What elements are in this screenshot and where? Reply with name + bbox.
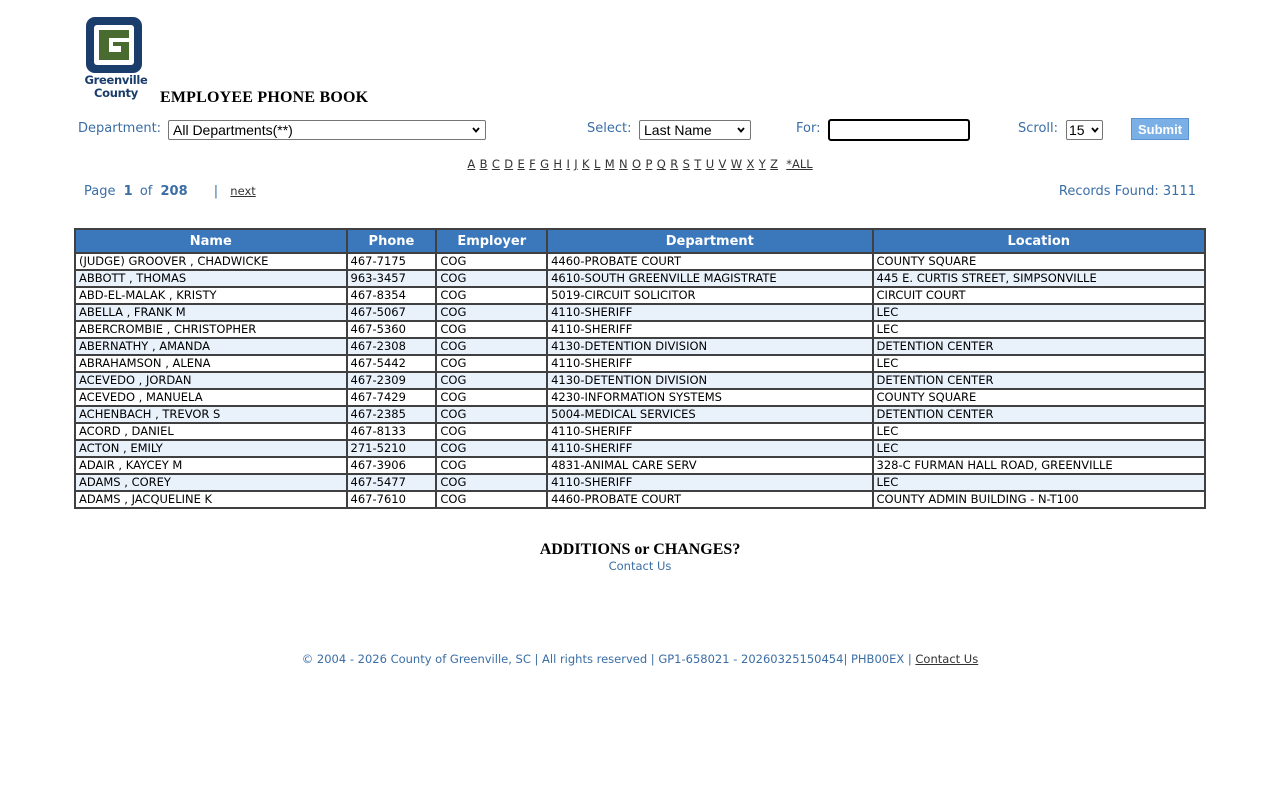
alphabet-link-d[interactable]: D (504, 157, 514, 171)
copyright-text: © 2004 - 2026 County of Greenville, SC | All rights reserved | GP1-658021 - 20260325150454| PHB00EX | (301, 652, 916, 666)
cell-employer: COG (436, 253, 547, 270)
alphabet-link-v[interactable]: V (718, 157, 727, 171)
cell-location: 445 E. CURTIS STREET, SIMPSONVILLE (873, 270, 1205, 287)
alphabet-link-c[interactable]: C (491, 157, 500, 171)
column-header-phone: Phone (347, 229, 437, 253)
cell-employer: COG (436, 406, 547, 423)
cell-location: COUNTY ADMIN BUILDING - N-T100 (873, 491, 1205, 508)
greenville-county-logo (76, 16, 156, 104)
cell-location: LEC (873, 423, 1205, 440)
page-label: Page (84, 184, 116, 199)
department-label: Department: (78, 121, 162, 136)
cell-employer: COG (436, 321, 547, 338)
cell-name: ABERCROMBIE , CHRISTOPHER (75, 321, 347, 338)
department-select[interactable] (168, 120, 486, 140)
cell-phone: 467-2309 (347, 372, 437, 389)
cell-department: 4230-INFORMATION SYSTEMS (547, 389, 872, 406)
alphabet-link-i[interactable]: I (566, 157, 570, 171)
alphabet-link-p[interactable]: P (645, 157, 653, 171)
cell-employer: COG (436, 304, 547, 321)
cell-department: 5019-CIRCUIT SOLICITOR (547, 287, 872, 304)
alphabet-link-u[interactable]: U (705, 157, 715, 171)
of-label: of (139, 184, 153, 199)
alphabet-link-t[interactable]: T (694, 157, 702, 171)
alphabet-link-l[interactable]: L (593, 157, 601, 171)
column-header-name: Name (75, 229, 347, 253)
table-row (75, 270, 1205, 287)
search-field-select[interactable] (639, 120, 751, 140)
cell-location: DETENTION CENTER (873, 406, 1205, 423)
cell-department: 4130-DETENTION DIVISION (547, 372, 872, 389)
cell-name: ABERNATHY , AMANDA (75, 338, 347, 355)
cell-name: ACEVEDO , JORDAN (75, 372, 347, 389)
alphabet-link-z[interactable]: Z (770, 157, 779, 171)
alphabet-link-h[interactable]: H (553, 157, 563, 171)
cell-department: 5004-MEDICAL SERVICES (547, 406, 872, 423)
cell-phone: 467-5360 (347, 321, 437, 338)
contact-us-link[interactable]: Contact Us (608, 559, 672, 573)
alphabet-link-k[interactable]: K (582, 157, 590, 171)
scroll-label: Scroll: (1018, 121, 1059, 136)
cell-employer: COG (436, 355, 547, 372)
cell-name: ABRAHAMSON , ALENA (75, 355, 347, 372)
cell-department: 4130-DETENTION DIVISION (547, 338, 872, 355)
table-row (75, 304, 1205, 321)
alphabet-link-q[interactable]: Q (656, 157, 666, 171)
for-label: For: (796, 121, 821, 136)
logo-g-icon (76, 16, 156, 74)
table-row (75, 423, 1205, 440)
cell-phone: 467-5067 (347, 304, 437, 321)
column-header-employer: Employer (436, 229, 547, 253)
table-row (75, 440, 1205, 457)
cell-phone: 467-2308 (347, 338, 437, 355)
table-header-row (75, 229, 1205, 253)
cell-department: 4460-PROBATE COURT (547, 253, 872, 270)
table-row (75, 457, 1205, 474)
cell-location: LEC (873, 304, 1205, 321)
cell-department: 4831-ANIMAL CARE SERV (547, 457, 872, 474)
records-found: Records Found: 3111 (1058, 184, 1196, 199)
chevron-down-icon (1091, 126, 1099, 134)
cell-name: ABBOTT , THOMAS (75, 270, 347, 287)
alphabet-link-n[interactable]: N (619, 157, 628, 171)
cell-phone: 963-3457 (347, 270, 437, 287)
cell-phone: 467-5442 (347, 355, 437, 372)
cell-employer: COG (436, 440, 547, 457)
cell-employer: COG (436, 389, 547, 406)
table-row (75, 338, 1205, 355)
cell-department: 4110-SHERIFF (547, 355, 872, 372)
cell-phone: 467-8133 (347, 423, 437, 440)
alphabet-nav (0, 157, 1280, 171)
table-row (75, 406, 1205, 423)
table-row (75, 491, 1205, 508)
alphabet-link-all[interactable]: *ALL (786, 157, 813, 171)
alphabet-link-x[interactable]: X (746, 157, 755, 171)
cell-location: COUNTY SQUARE (873, 253, 1205, 270)
select-label: Select: (587, 121, 632, 136)
cell-location: LEC (873, 474, 1205, 491)
logo-text (76, 74, 156, 100)
total-pages: 208 (160, 184, 188, 199)
chevron-down-icon (472, 126, 480, 134)
cell-name: ACTON , EMILY (75, 440, 347, 457)
cell-name: ADAMS , JACQUELINE K (75, 491, 347, 508)
cell-name: ACORD , DANIEL (75, 423, 347, 440)
footer-contact-us-link[interactable]: Contact Us (915, 652, 979, 666)
cell-location: LEC (873, 440, 1205, 457)
search-input[interactable] (828, 119, 970, 141)
submit-button[interactable]: Submit (1131, 118, 1189, 140)
cell-department: 4610-SOUTH GREENVILLE MAGISTRATE (547, 270, 872, 287)
footer (0, 652, 1280, 666)
cell-employer: COG (436, 423, 547, 440)
cell-phone: 467-7175 (347, 253, 437, 270)
scroll-select-value: 15 (1069, 122, 1085, 138)
alphabet-link-b[interactable]: B (479, 157, 488, 171)
cell-phone: 271-5210 (347, 440, 437, 457)
employee-table (74, 228, 1206, 509)
alphabet-link-j[interactable]: J (574, 157, 578, 171)
alphabet-link-f[interactable]: F (529, 157, 536, 171)
cell-employer: COG (436, 372, 547, 389)
cell-department: 4110-SHERIFF (547, 304, 872, 321)
table-row (75, 474, 1205, 491)
cell-location: 328-C FURMAN HALL ROAD, GREENVILLE (873, 457, 1205, 474)
cell-phone: 467-3906 (347, 457, 437, 474)
table-row (75, 389, 1205, 406)
alphabet-link-g[interactable]: G (540, 157, 550, 171)
search-field-select-value: Last Name (644, 122, 712, 138)
table-row (75, 321, 1205, 338)
page-title: EMPLOYEE PHONE BOOK (160, 89, 369, 106)
cell-phone: 467-7429 (347, 389, 437, 406)
cell-employer: COG (436, 474, 547, 491)
column-header-location: Location (873, 229, 1205, 253)
alphabet-link-w[interactable]: W (730, 157, 743, 171)
cell-phone: 467-5477 (347, 474, 437, 491)
cell-location: LEC (873, 355, 1205, 372)
cell-employer: COG (436, 457, 547, 474)
cell-location: COUNTY SQUARE (873, 389, 1205, 406)
alphabet-link-o[interactable]: O (632, 157, 642, 171)
cell-department: 4110-SHERIFF (547, 423, 872, 440)
pager-separator: | (213, 184, 219, 199)
cell-phone: 467-7610 (347, 491, 437, 508)
cell-name: ADAIR , KAYCEY M (75, 457, 347, 474)
cell-employer: COG (436, 338, 547, 355)
table-row (75, 287, 1205, 304)
cell-name: ACEVEDO , MANUELA (75, 389, 347, 406)
cell-employer: COG (436, 287, 547, 304)
department-select-value: All Departments(**) (173, 122, 293, 138)
alphabet-link-a[interactable]: A (467, 157, 476, 171)
cell-location: DETENTION CENTER (873, 338, 1205, 355)
chevron-down-icon (737, 126, 745, 134)
cell-department: 4460-PROBATE COURT (547, 491, 872, 508)
table-row (75, 355, 1205, 372)
logo-line-1: Greenville (84, 73, 148, 87)
alphabet-link-m[interactable]: M (604, 157, 615, 171)
cell-name: ABELLA , FRANK M (75, 304, 347, 321)
logo-line-2: County (94, 86, 138, 100)
alphabet-link-s[interactable]: S (682, 157, 690, 171)
cell-name: ABD-EL-MALAK , KRISTY (75, 287, 347, 304)
cell-phone: 467-2385 (347, 406, 437, 423)
cell-name: ACHENBACH , TREVOR S (75, 406, 347, 423)
cell-phone: 467-8354 (347, 287, 437, 304)
cell-name: ADAMS , COREY (75, 474, 347, 491)
scroll-select[interactable] (1066, 120, 1103, 140)
alphabet-link-r[interactable]: R (670, 157, 679, 171)
cell-location: DETENTION CENTER (873, 372, 1205, 389)
cell-department: 4110-SHERIFF (547, 321, 872, 338)
pager (84, 184, 256, 199)
alphabet-link-y[interactable]: Y (758, 157, 766, 171)
cell-employer: COG (436, 491, 547, 508)
cell-department: 4110-SHERIFF (547, 440, 872, 457)
next-page-link[interactable]: next (230, 184, 256, 198)
cell-department: 4110-SHERIFF (547, 474, 872, 491)
cell-employer: COG (436, 270, 547, 287)
cell-location: CIRCUIT COURT (873, 287, 1205, 304)
cell-location: LEC (873, 321, 1205, 338)
column-header-department: Department (547, 229, 872, 253)
table-row (75, 253, 1205, 270)
current-page: 1 (123, 184, 133, 199)
cell-name: (JUDGE) GROOVER , CHADWICKE (75, 253, 347, 270)
table-row (75, 372, 1205, 389)
additions-heading: ADDITIONS or CHANGES? (539, 541, 741, 558)
alphabet-link-e[interactable]: E (517, 157, 525, 171)
